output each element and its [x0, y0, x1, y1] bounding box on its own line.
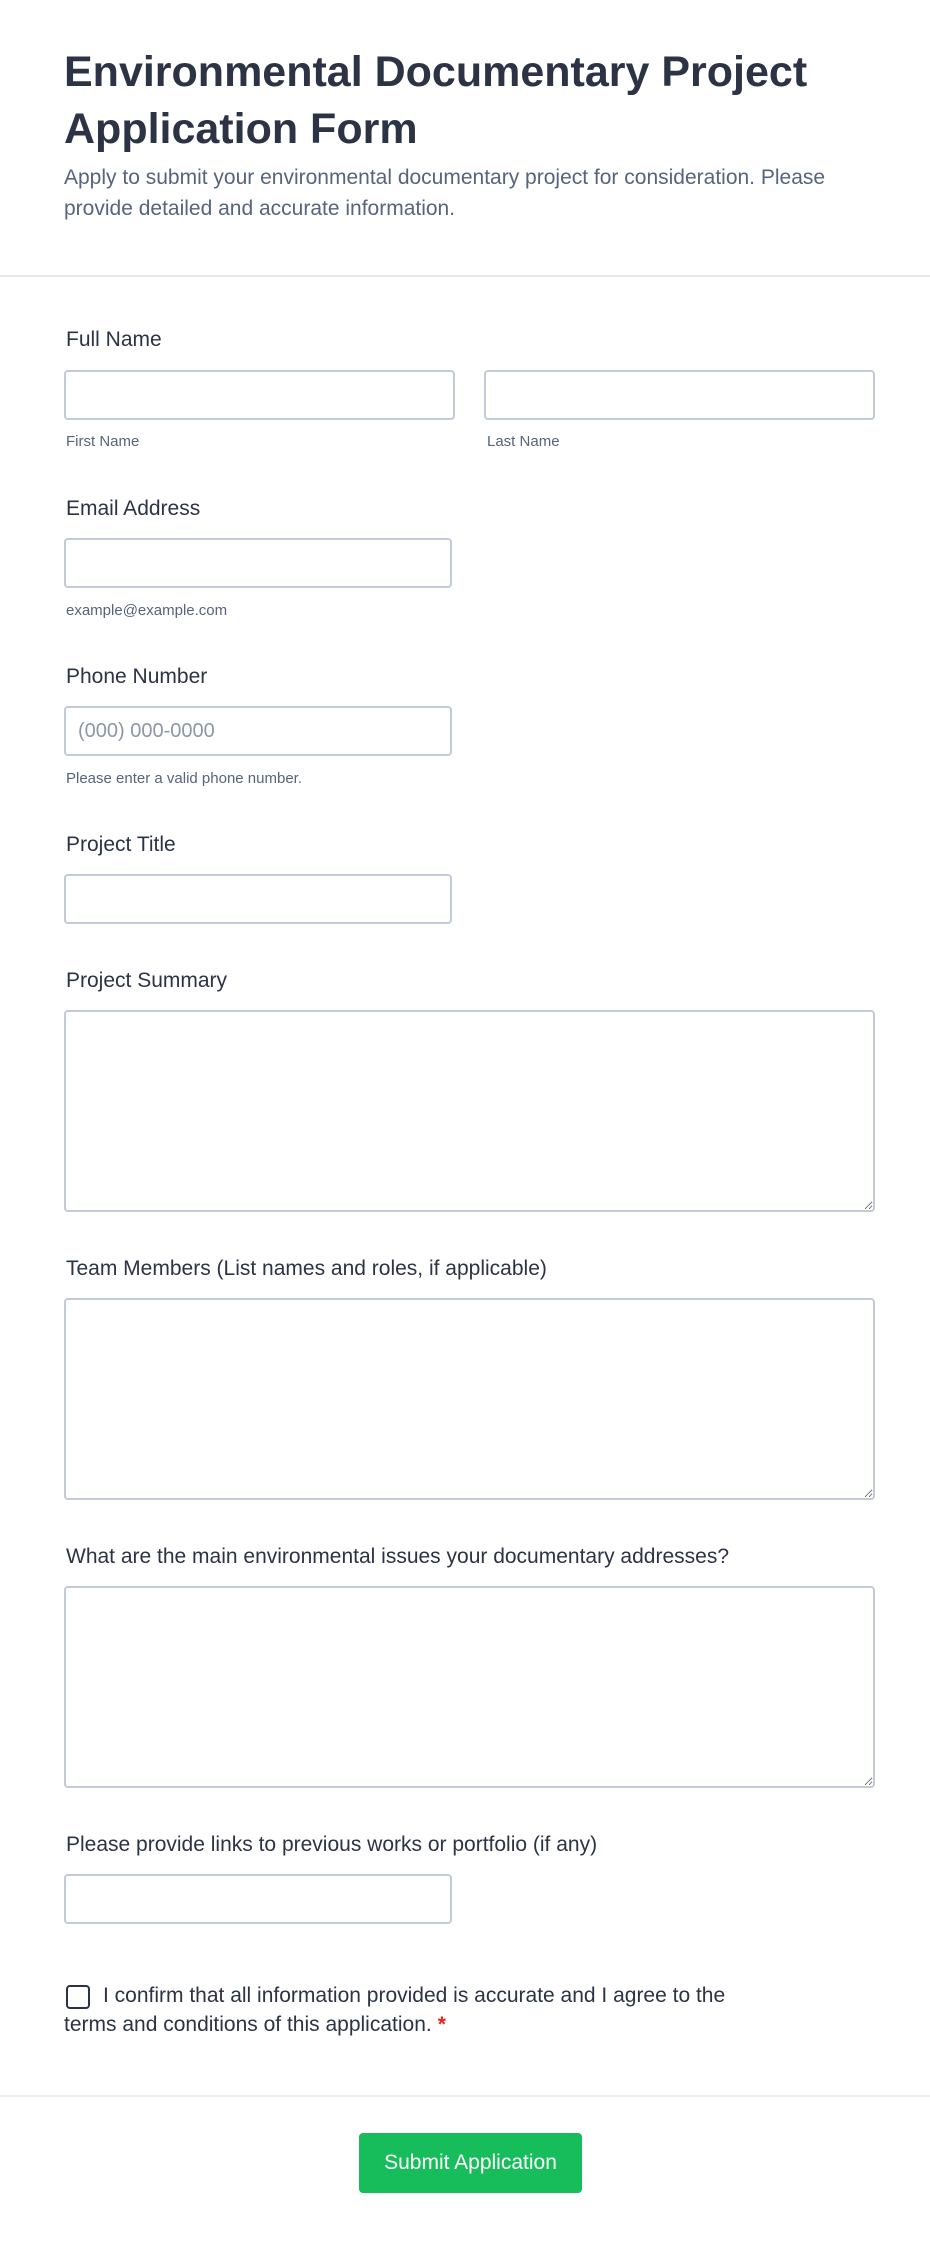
first-name-sublabel: First Name — [66, 433, 140, 450]
last-name-sublabel: Last Name — [487, 433, 560, 450]
form-subtitle: Apply to submit your environmental documentary project for consideration. Please provide detailed and accurate information. — [64, 166, 826, 220]
email-label: Email Address — [66, 497, 201, 520]
phone-label: Phone Number — [66, 665, 208, 688]
email-sublabel: example@example.com — [66, 602, 228, 619]
portfolio-links-input[interactable] — [64, 1874, 452, 1924]
email-input[interactable] — [64, 538, 452, 588]
team-members-label: Team Members (List names and roles, if applicable) — [66, 1257, 547, 1280]
consent-label: I confirm that all information provided is accurate and I agree to the terms and conditions of this application. — [64, 1984, 726, 2036]
form-header — [0, 0, 930, 277]
project-title-input[interactable] — [64, 874, 452, 924]
last-name-input[interactable] — [484, 370, 875, 420]
consent-text-block — [64, 1981, 764, 2039]
team-members-textarea[interactable] — [64, 1298, 875, 1500]
form-title: Environmental Documentary Project Application Form — [64, 48, 808, 153]
environmental-issues-label: What are the main environmental issues your documentary addresses? — [66, 1545, 729, 1568]
portfolio-links-label: Please provide links to previous works or portfolio (if any) — [66, 1833, 598, 1856]
project-summary-textarea[interactable] — [64, 1010, 875, 1212]
environmental-issues-textarea[interactable] — [64, 1586, 875, 1788]
full-name-label: Full Name — [66, 328, 162, 351]
first-name-input[interactable] — [64, 370, 455, 420]
required-marker: * — [437, 2013, 446, 2036]
phone-sublabel: Please enter a valid phone number. — [66, 770, 302, 787]
project-title-label: Project Title — [66, 833, 176, 856]
submit-application-button[interactable]: Submit Application — [359, 2133, 582, 2193]
phone-input[interactable] — [64, 706, 452, 756]
footer-divider — [0, 2095, 930, 2097]
project-summary-label: Project Summary — [66, 969, 228, 992]
